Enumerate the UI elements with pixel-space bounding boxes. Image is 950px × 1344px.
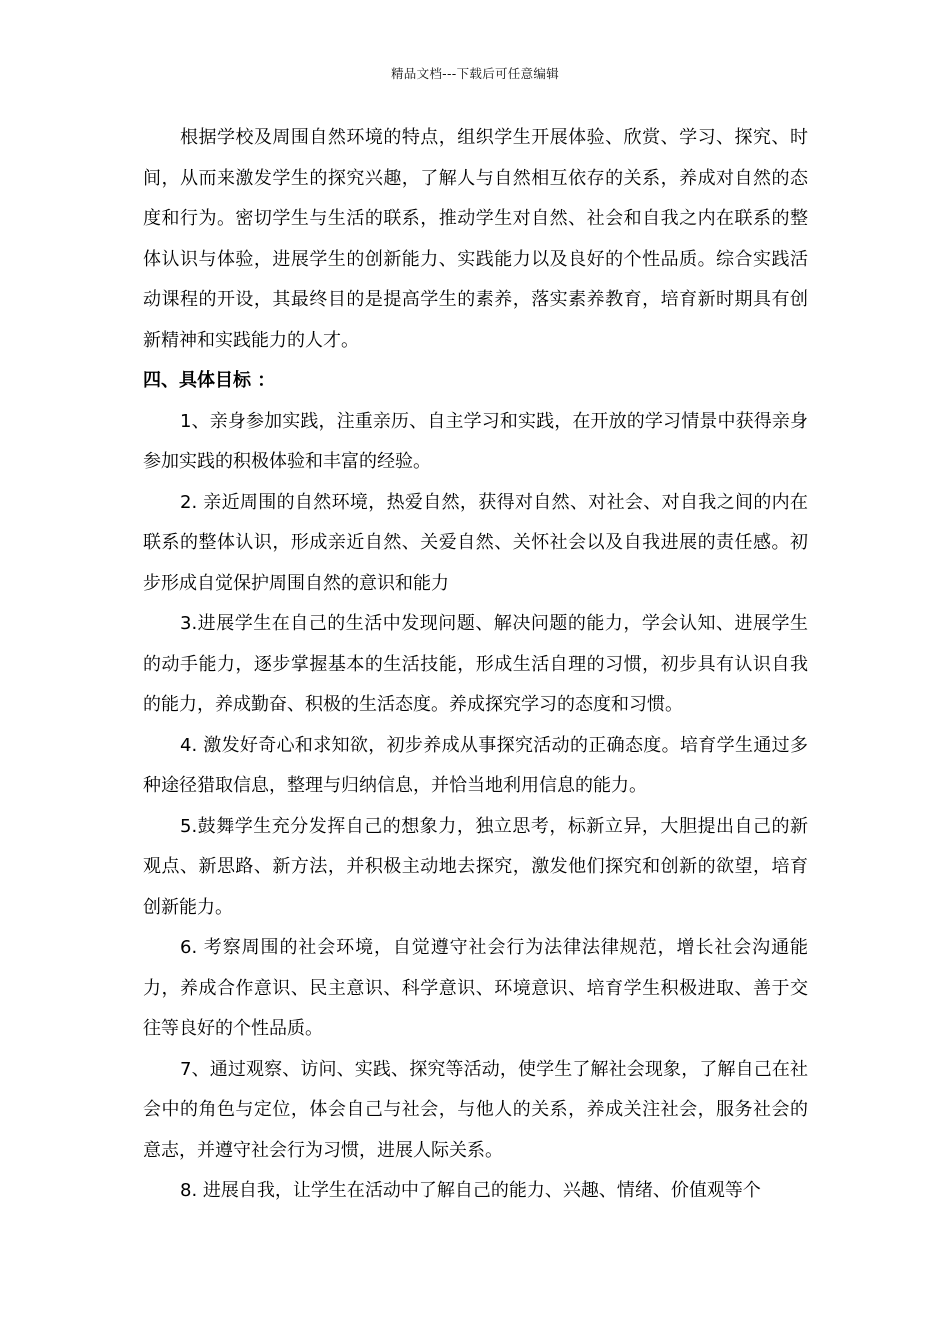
goal-item-1: 1、亲身参加实践，注重亲历、自主学习和实践，在开放的学习情景中获得亲身参加实践的积极体验和丰富的经验。 [143,410,808,472]
goal-item-7: 7、通过观察、访问、实践、探究等活动，使学生了解社会现象，了解自己在社会中的角色与定位，体会自己与社会，与他人的关系，养成关注社会，服务社会的意志，并遵守社会行为习惯，进展人际关系。 [143,1058,808,1161]
document-body [143,118,808,1212]
goal-item-2: 2. 亲近周围的自然环境，热爱自然，获得对自然、对社会、对自我之间的内在联系的整体认识，形成亲近自然、关爱自然、关怀社会以及自我进展的责任感。初步形成自觉保护周围自然的意识和能力 [143,491,808,594]
goal-item-6: 6. 考察周围的社会环境，自觉遵守社会行为法律法律规范，增长社会沟通能力，养成合作意识、民主意识、科学意识、环境意识、培育学生积极进取、善于交往等良好的个性品质。 [143,937,808,1039]
intro-paragraph: 根据学校及周围自然环境的特点，组织学生开展体验、欣赏、学习、探究、时间，从而来激发学生的探究兴趣，了解人与自然相互依存的关系，养成对自然的态度和行为。密切学生与生活的联系，推动学生对自然、社会和自我之内在联系的整体认识与体验，进展学生的创新能力、实践能力以及良好的个性品质。综合实践活动课程的开设，其最终目的是提高学生的素养，落实素养教育，培育新时期具有创新精神和实践能力的人才。 [143,127,808,351]
page-header: 精品文档---下载后可任意编辑 [390,66,560,81]
goal-item-8: 8. 进展自我，让学生在活动中了解自己的能力、兴趣、情绪、价值观等个 [180,1180,761,1201]
goal-item-3: 3.进展学生在自己的生活中发现问题、解决问题的能力，学会认知、进展学生的动手能力，逐步掌握基本的生活技能，形成生活自理的习惯，初步具有认识自我的能力，养成勤奋、积极的生活态度。养成探究学习的态度和习惯。 [143,613,808,715]
goal-item-4: 4. 激发好奇心和求知欲，初步养成从事探究活动的正确态度。培育学生通过多种途径猎取信息，整理与归纳信息，并恰当地利用信息的能力。 [143,734,808,796]
section-heading: 四、具体目标 ： [143,370,276,391]
goal-item-5: 5.鼓舞学生充分发挥自己的想象力，独立思考，标新立异，大胆提出自己的新观点、新思路、新方法，并积极主动地去探究，激发他们探究和创新的欲望，培育创新能力。 [143,815,808,918]
